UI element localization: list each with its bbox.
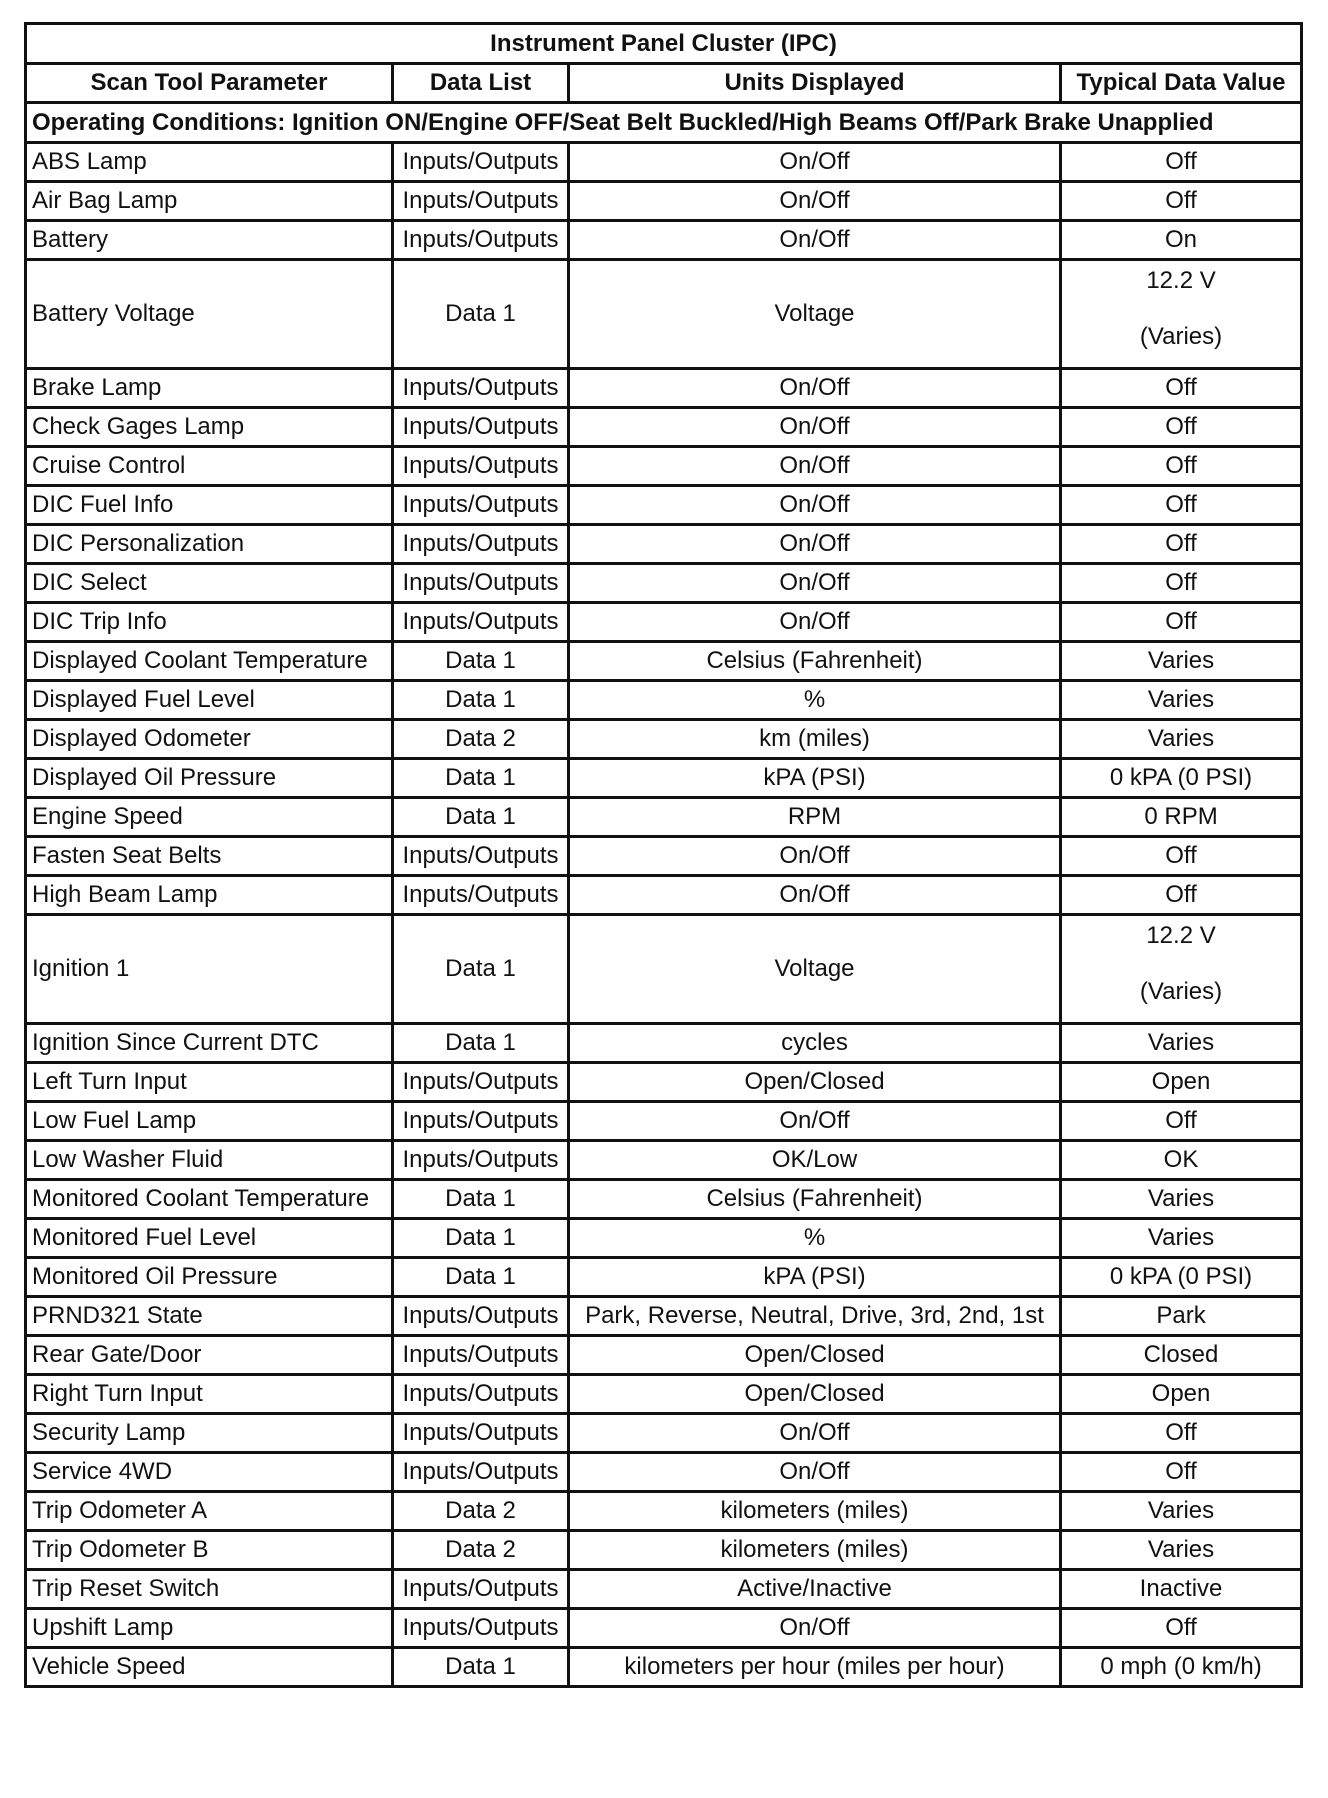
table-row xyxy=(26,1102,1302,1141)
cell-typical-data-value: Off xyxy=(1061,1609,1302,1648)
table-row xyxy=(26,1063,1302,1102)
cell-typical-data-value: 0 mph (0 km/h) xyxy=(1061,1648,1302,1687)
cell-data-list: Data 2 xyxy=(393,720,569,759)
table-row xyxy=(26,525,1302,564)
cell-data-list: Inputs/Outputs xyxy=(393,1414,569,1453)
typical-value-note: (Varies) xyxy=(1139,978,1223,1005)
table-row xyxy=(26,1492,1302,1531)
table-row xyxy=(26,1648,1302,1687)
cell-units-displayed: % xyxy=(569,681,1061,720)
cell-scan-tool-parameter: Vehicle Speed xyxy=(26,1648,393,1687)
cell-data-list: Inputs/Outputs xyxy=(393,1336,569,1375)
cell-typical-data-value: Off xyxy=(1061,486,1302,525)
cell-data-list: Inputs/Outputs xyxy=(393,1453,569,1492)
cell-units-displayed: On/Off xyxy=(569,369,1061,408)
cell-data-list: Inputs/Outputs xyxy=(393,221,569,260)
cell-data-list: Data 1 xyxy=(393,798,569,837)
cell-scan-tool-parameter: Right Turn Input xyxy=(26,1375,393,1414)
cell-scan-tool-parameter: Cruise Control xyxy=(26,447,393,486)
cell-units-displayed: Voltage xyxy=(569,260,1061,369)
cell-typical-data-value: Varies xyxy=(1061,720,1302,759)
cell-data-list: Inputs/Outputs xyxy=(393,1063,569,1102)
cell-typical-data-value: Varies xyxy=(1061,1531,1302,1570)
cell-typical-data-value: Off xyxy=(1061,369,1302,408)
cell-scan-tool-parameter: Displayed Fuel Level xyxy=(26,681,393,720)
cell-typical-data-value: Varies xyxy=(1061,1492,1302,1531)
cell-scan-tool-parameter: Ignition 1 xyxy=(26,915,393,1024)
table-row xyxy=(26,447,1302,486)
table-row xyxy=(26,1336,1302,1375)
cell-scan-tool-parameter: Displayed Odometer xyxy=(26,720,393,759)
cell-typical-data-value: Off xyxy=(1061,143,1302,182)
cell-scan-tool-parameter: Service 4WD xyxy=(26,1453,393,1492)
table-row xyxy=(26,1024,1302,1063)
cell-units-displayed: cycles xyxy=(569,1024,1061,1063)
table-row xyxy=(26,1531,1302,1570)
cell-typical-data-value: Open xyxy=(1061,1063,1302,1102)
cell-units-displayed: kPA (PSI) xyxy=(569,1258,1061,1297)
cell-data-list: Inputs/Outputs xyxy=(393,603,569,642)
cell-typical-data-value: Off xyxy=(1061,182,1302,221)
cell-data-list: Inputs/Outputs xyxy=(393,143,569,182)
cell-data-list: Data 1 xyxy=(393,1219,569,1258)
cell-units-displayed: Active/Inactive xyxy=(569,1570,1061,1609)
header-scan-tool-parameter: Scan Tool Parameter xyxy=(26,64,393,103)
cell-typical-data-value: Varies xyxy=(1061,681,1302,720)
cell-typical-data-value: Off xyxy=(1061,1453,1302,1492)
cell-data-list: Inputs/Outputs xyxy=(393,525,569,564)
cell-scan-tool-parameter: Check Gages Lamp xyxy=(26,408,393,447)
cell-typical-data-value: Off xyxy=(1061,564,1302,603)
cell-data-list: Data 1 xyxy=(393,915,569,1024)
table-body xyxy=(26,143,1302,1687)
table-row xyxy=(26,486,1302,525)
cell-typical-data-value: OK xyxy=(1061,1141,1302,1180)
typical-value: 12.2 V xyxy=(1146,267,1216,294)
typical-value: 12.2 V xyxy=(1146,922,1216,949)
cell-scan-tool-parameter: Fasten Seat Belts xyxy=(26,837,393,876)
table-row xyxy=(26,681,1302,720)
cell-data-list: Inputs/Outputs xyxy=(393,1570,569,1609)
table-title-row xyxy=(26,24,1302,64)
typical-value-note: (Varies) xyxy=(1139,323,1223,350)
table-row xyxy=(26,837,1302,876)
cell-scan-tool-parameter: Left Turn Input xyxy=(26,1063,393,1102)
cell-units-displayed: Park, Reverse, Neutral, Drive, 3rd, 2nd, 1st xyxy=(569,1297,1061,1336)
cell-units-displayed: Open/Closed xyxy=(569,1375,1061,1414)
cell-units-displayed: On/Off xyxy=(569,525,1061,564)
header-typical-data-value: Typical Data Value xyxy=(1061,64,1302,103)
cell-data-list: Inputs/Outputs xyxy=(393,486,569,525)
cell-typical-data-value: Off xyxy=(1061,876,1302,915)
cell-units-displayed: Celsius (Fahrenheit) xyxy=(569,642,1061,681)
table-row xyxy=(26,1141,1302,1180)
cell-typical-data-value xyxy=(1061,915,1302,1024)
cell-typical-data-value: Off xyxy=(1061,447,1302,486)
cell-typical-data-value: Off xyxy=(1061,1414,1302,1453)
cell-units-displayed: On/Off xyxy=(569,564,1061,603)
cell-typical-data-value xyxy=(1061,260,1302,369)
table-row xyxy=(26,1570,1302,1609)
cell-scan-tool-parameter: Security Lamp xyxy=(26,1414,393,1453)
cell-scan-tool-parameter: PRND321 State xyxy=(26,1297,393,1336)
table-row xyxy=(26,260,1302,369)
operating-conditions-row xyxy=(26,103,1302,143)
table-row xyxy=(26,143,1302,182)
cell-typical-data-value: 0 kPA (0 PSI) xyxy=(1061,1258,1302,1297)
cell-data-list: Inputs/Outputs xyxy=(393,447,569,486)
cell-data-list: Data 1 xyxy=(393,681,569,720)
cell-typical-data-value: Off xyxy=(1061,837,1302,876)
cell-units-displayed: RPM xyxy=(569,798,1061,837)
cell-units-displayed: km (miles) xyxy=(569,720,1061,759)
cell-scan-tool-parameter: DIC Fuel Info xyxy=(26,486,393,525)
cell-typical-data-value: Off xyxy=(1061,525,1302,564)
cell-units-displayed: On/Off xyxy=(569,1102,1061,1141)
ipc-data-table xyxy=(24,22,1303,1688)
table-row xyxy=(26,182,1302,221)
cell-scan-tool-parameter: DIC Personalization xyxy=(26,525,393,564)
cell-typical-data-value: Varies xyxy=(1061,1180,1302,1219)
header-data-list: Data List xyxy=(393,64,569,103)
cell-scan-tool-parameter: Upshift Lamp xyxy=(26,1609,393,1648)
cell-scan-tool-parameter: Monitored Fuel Level xyxy=(26,1219,393,1258)
cell-data-list: Data 1 xyxy=(393,1024,569,1063)
table-row xyxy=(26,1219,1302,1258)
cell-scan-tool-parameter: Battery Voltage xyxy=(26,260,393,369)
cell-units-displayed: Voltage xyxy=(569,915,1061,1024)
cell-data-list: Data 1 xyxy=(393,1648,569,1687)
cell-units-displayed: On/Off xyxy=(569,603,1061,642)
table-row xyxy=(26,642,1302,681)
cell-data-list: Inputs/Outputs xyxy=(393,837,569,876)
cell-scan-tool-parameter: Ignition Since Current DTC xyxy=(26,1024,393,1063)
table-row xyxy=(26,1297,1302,1336)
cell-scan-tool-parameter: Battery xyxy=(26,221,393,260)
cell-scan-tool-parameter: Engine Speed xyxy=(26,798,393,837)
cell-scan-tool-parameter: Trip Odometer A xyxy=(26,1492,393,1531)
cell-typical-data-value: Inactive xyxy=(1061,1570,1302,1609)
cell-units-displayed: On/Off xyxy=(569,837,1061,876)
cell-scan-tool-parameter: Rear Gate/Door xyxy=(26,1336,393,1375)
cell-typical-data-value: 0 RPM xyxy=(1061,798,1302,837)
cell-data-list: Data 1 xyxy=(393,642,569,681)
cell-scan-tool-parameter: DIC Select xyxy=(26,564,393,603)
cell-typical-data-value: Varies xyxy=(1061,642,1302,681)
cell-units-displayed: On/Off xyxy=(569,447,1061,486)
cell-scan-tool-parameter: Trip Odometer B xyxy=(26,1531,393,1570)
cell-units-displayed: On/Off xyxy=(569,486,1061,525)
table-row xyxy=(26,221,1302,260)
cell-data-list: Inputs/Outputs xyxy=(393,408,569,447)
cell-typical-data-value: Varies xyxy=(1061,1024,1302,1063)
cell-units-displayed: kilometers (miles) xyxy=(569,1531,1061,1570)
cell-units-displayed: On/Off xyxy=(569,1609,1061,1648)
table-row xyxy=(26,603,1302,642)
cell-scan-tool-parameter: Low Fuel Lamp xyxy=(26,1102,393,1141)
cell-typical-data-value: Open xyxy=(1061,1375,1302,1414)
cell-data-list: Inputs/Outputs xyxy=(393,1609,569,1648)
cell-typical-data-value: Park xyxy=(1061,1297,1302,1336)
table-row xyxy=(26,564,1302,603)
cell-typical-data-value: Closed xyxy=(1061,1336,1302,1375)
cell-data-list: Inputs/Outputs xyxy=(393,1297,569,1336)
cell-typical-data-value: Off xyxy=(1061,408,1302,447)
cell-units-displayed: On/Off xyxy=(569,1414,1061,1453)
table-row xyxy=(26,720,1302,759)
cell-scan-tool-parameter: Displayed Coolant Temperature xyxy=(26,642,393,681)
table-row xyxy=(26,1453,1302,1492)
cell-units-displayed: On/Off xyxy=(569,143,1061,182)
operating-conditions: Operating Conditions: Ignition ON/Engine OFF/Seat Belt Buckled/High Beams Off/Park Brake Unapplied xyxy=(26,103,1302,143)
table-row xyxy=(26,369,1302,408)
cell-units-displayed: OK/Low xyxy=(569,1141,1061,1180)
table-row xyxy=(26,1414,1302,1453)
cell-typical-data-value: Varies xyxy=(1061,1219,1302,1258)
cell-scan-tool-parameter: Monitored Oil Pressure xyxy=(26,1258,393,1297)
cell-data-list: Data 2 xyxy=(393,1492,569,1531)
table-row xyxy=(26,1375,1302,1414)
table-title: Instrument Panel Cluster (IPC) xyxy=(26,24,1302,64)
table-row xyxy=(26,1180,1302,1219)
cell-scan-tool-parameter: Displayed Oil Pressure xyxy=(26,759,393,798)
cell-scan-tool-parameter: Low Washer Fluid xyxy=(26,1141,393,1180)
cell-units-displayed: % xyxy=(569,1219,1061,1258)
column-header-row xyxy=(26,64,1302,103)
table-row xyxy=(26,1609,1302,1648)
header-units-displayed: Units Displayed xyxy=(569,64,1061,103)
cell-units-displayed: Open/Closed xyxy=(569,1336,1061,1375)
cell-data-list: Data 1 xyxy=(393,260,569,369)
cell-data-list: Inputs/Outputs xyxy=(393,876,569,915)
cell-units-displayed: On/Off xyxy=(569,876,1061,915)
table-row xyxy=(26,408,1302,447)
cell-data-list: Inputs/Outputs xyxy=(393,182,569,221)
cell-data-list: Inputs/Outputs xyxy=(393,1102,569,1141)
cell-units-displayed: kPA (PSI) xyxy=(569,759,1061,798)
cell-units-displayed: On/Off xyxy=(569,221,1061,260)
table-row xyxy=(26,915,1302,1024)
cell-data-list: Data 1 xyxy=(393,1180,569,1219)
cell-data-list: Data 1 xyxy=(393,1258,569,1297)
cell-scan-tool-parameter: DIC Trip Info xyxy=(26,603,393,642)
cell-units-displayed: On/Off xyxy=(569,408,1061,447)
cell-units-displayed: On/Off xyxy=(569,1453,1061,1492)
cell-data-list: Inputs/Outputs xyxy=(393,1141,569,1180)
table-row xyxy=(26,759,1302,798)
cell-units-displayed: Open/Closed xyxy=(569,1063,1061,1102)
cell-data-list: Inputs/Outputs xyxy=(393,1375,569,1414)
cell-typical-data-value: Off xyxy=(1061,1102,1302,1141)
cell-typical-data-value: On xyxy=(1061,221,1302,260)
cell-data-list: Inputs/Outputs xyxy=(393,564,569,603)
cell-units-displayed: kilometers (miles) xyxy=(569,1492,1061,1531)
cell-scan-tool-parameter: High Beam Lamp xyxy=(26,876,393,915)
cell-scan-tool-parameter: Trip Reset Switch xyxy=(26,1570,393,1609)
cell-scan-tool-parameter: Monitored Coolant Temperature xyxy=(26,1180,393,1219)
cell-data-list: Data 1 xyxy=(393,759,569,798)
cell-scan-tool-parameter: Brake Lamp xyxy=(26,369,393,408)
cell-data-list: Data 2 xyxy=(393,1531,569,1570)
cell-typical-data-value: 0 kPA (0 PSI) xyxy=(1061,759,1302,798)
cell-units-displayed: kilometers per hour (miles per hour) xyxy=(569,1648,1061,1687)
table-row xyxy=(26,876,1302,915)
cell-data-list: Inputs/Outputs xyxy=(393,369,569,408)
cell-units-displayed: Celsius (Fahrenheit) xyxy=(569,1180,1061,1219)
cell-scan-tool-parameter: ABS Lamp xyxy=(26,143,393,182)
table-row xyxy=(26,798,1302,837)
cell-scan-tool-parameter: Air Bag Lamp xyxy=(26,182,393,221)
cell-typical-data-value: Off xyxy=(1061,603,1302,642)
cell-units-displayed: On/Off xyxy=(569,182,1061,221)
table-row xyxy=(26,1258,1302,1297)
